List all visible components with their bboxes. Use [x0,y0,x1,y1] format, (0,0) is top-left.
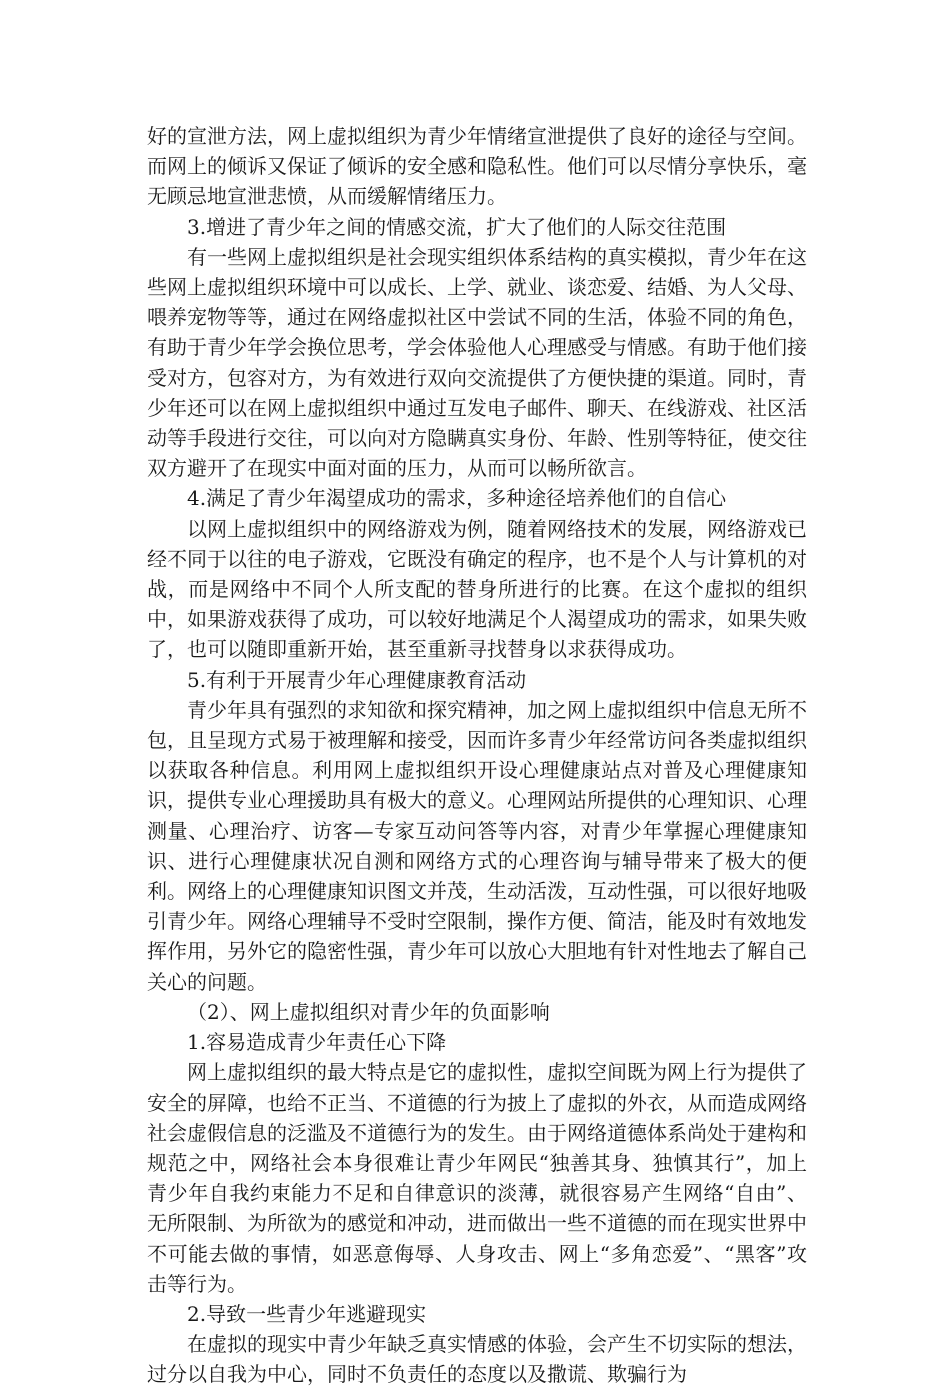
body-paragraph: 有一些网上虚拟组织是社会现实组织体系结构的真实模拟，青少年在这些网上虚拟组织环境中可以成长、上学、就业、谈恋爱、结婚、为人父母、喂养宠物等等，通过在网络虚拟社区中尝试不同的生活，体验不同的角色，有助于青少年学会换位思考，学会体验他人心理感受与情感。有助于他们接受对方，包容对方，为有效进行双向交流提供了方便快捷的渠道。同时，青少年还可以在网上虚拟组织中通过互发电子邮件、聊天、在线游戏、社区活动等手段进行交往，可以向对方隐瞒真实身份、年龄、性别等特征，使交往双方避开了在现实中面对面的压力，从而可以畅所欲言。 [147,244,807,481]
body-paragraph: 以网上虚拟组织中的网络游戏为例，随着网络技术的发展，网络游戏已经不同于以往的电子游戏，它既没有确定的程序，也不是个人与计算机的对战，而是网络中不同个人所支配的替身所进行的比赛。在这个虚拟的组织中，如果游戏获得了成功，可以较好地满足个人渴望成功的需求，如果失败了，也可以随即重新开始，甚至重新寻找替身以求获得成功。 [147,516,807,662]
section-heading: 1.容易造成青少年责任心下降 [187,1030,447,1055]
section-heading: 3.增进了青少年之间的情感交流，扩大了他们的人际交往范围 [187,214,727,239]
section-heading: （2）、网上虚拟组织对青少年的负面影响 [187,999,550,1024]
body-paragraph: 在虚拟的现实中青少年缺乏真实情感的体验，会产生不切实际的想法，过分以自我为中心，同时不负责任的态度以及撒谎、欺骗行为 [147,1332,807,1387]
body-paragraph: 青少年具有强烈的求知欲和探究精神，加之网上虚拟组织中信息无所不包，且呈现方式易于被理解和接受，因而许多青少年经常访问各类虚拟组织以获取各种信息。利用网上虚拟组织开设心理健康站点对普及心理健康知识，提供专业心理援助具有极大的意义。心理网站所提供的心理知识、心理测量、心理治疗、访客—专家互动问答等内容，对青少年掌握心理健康知识、进行心理健康状况自测和网络方式的心理咨询与辅导带来了极大的便利。网络上的心理健康知识图文并茂，生动活泼，互动性强，可以很好地吸引青少年。网络心理辅导不受时空限制，操作方便、简洁，能及时有效地发挥作用，另外它的隐密性强，青少年可以放心大胆地有针对性地去了解自己关心的问题。 [147,697,807,994]
body-paragraph: 好的宣泄方法，网上虚拟组织为青少年情绪宣泄提供了良好的途径与空间。而网上的倾诉又保证了倾诉的安全感和隐私性。他们可以尽情分享快乐，毫无顾忌地宣泄悲愤，从而缓解情绪压力。 [147,124,807,209]
section-heading: 2.导致一些青少年逃避现实 [187,1301,427,1326]
document-page [147,121,807,1390]
section-heading: 5.有利于开展青少年心理健康教育活动 [187,667,527,692]
body-paragraph: 网上虚拟组织的最大特点是它的虚拟性，虚拟空间既为网上行为提供了安全的屏障，也给不正当、不道德的行为披上了虚拟的外衣，从而造成网络社会虚假信息的泛滥及不道德行为的发生。由于网络道德体系尚处于建构和规范之中，网络社会本身很难让青少年网民“独善其身、独慎其行”，加上青少年自我约束能力不足和自律意识的淡薄，就很容易产生网络“自由”、无所限制、为所欲为的感觉和冲动，进而做出一些不道德的而在现实世界中不可能去做的事情，如恶意侮辱、人身攻击、网上“多角恋爱”、“黑客”攻击等行为。 [147,1060,807,1296]
section-heading: 4.满足了青少年渴望成功的需求，多种途径培养他们的自信心 [187,486,727,511]
